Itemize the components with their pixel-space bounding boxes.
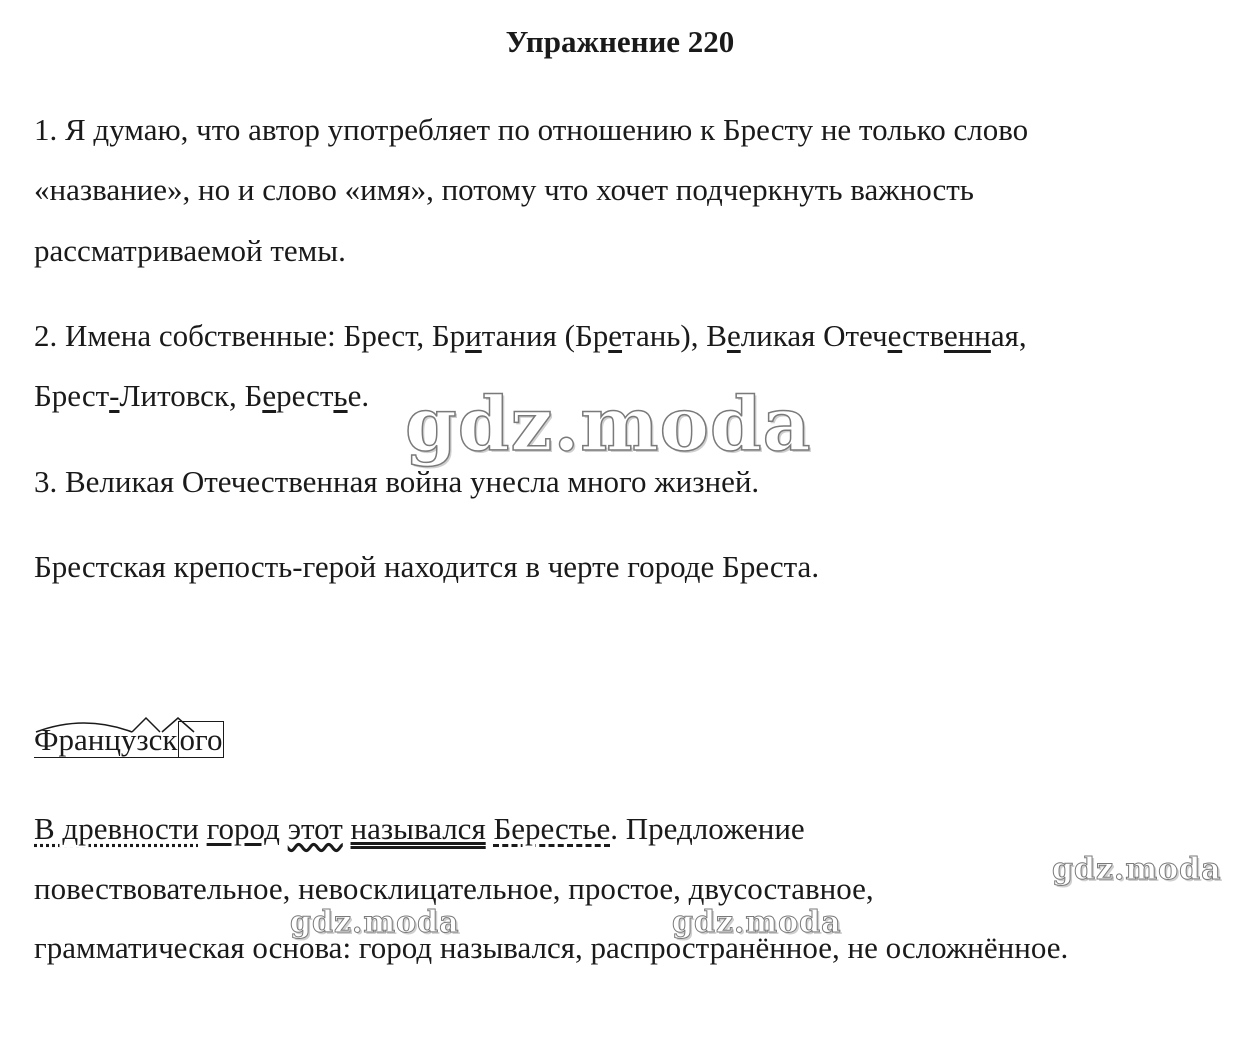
text-segment: Литовск, Б — [119, 378, 263, 413]
space — [343, 811, 351, 846]
text-segment: ая, — [990, 318, 1027, 353]
text-segment: ств — [902, 318, 944, 353]
text-segment: рест — [276, 378, 334, 413]
underlined-letter: ь — [333, 378, 348, 413]
space — [199, 811, 207, 846]
underlined-hyphen: - — [109, 378, 120, 413]
analyzed-word — [34, 722, 224, 758]
underlined-letter: и — [465, 318, 482, 353]
attribute-word: этот — [287, 811, 343, 846]
adverbial-phrase: В древности — [34, 811, 199, 846]
watermark-logo: gdz.moda — [672, 905, 842, 940]
object-word: Берестье — [493, 811, 611, 846]
watermark-logo: gdz.moda — [1052, 852, 1222, 887]
paragraph-3: 3. Великая Отечественная война унесла много жизней. — [34, 464, 760, 499]
paragraph-1-line-1: 1. Я думаю, что автор употребляет по отношению к Бресту не только слово — [34, 112, 1029, 147]
text-segment: ликая Отеч — [740, 318, 888, 353]
paragraph-5-line-3: грамматическая основа: город назывался, распространённое, не осложнённое. — [34, 930, 1069, 965]
text-segment: . Предложение — [610, 811, 805, 846]
underlined-letter: е — [726, 318, 741, 353]
watermark-logo: gdz.moda — [290, 905, 460, 940]
paragraph-1-line-2: «название», но и слово «имя», потому что хочет подчеркнуть важность — [34, 172, 974, 207]
underlined-letter: е — [608, 318, 623, 353]
paragraph-5-line-2: повествовательное, невосклицательное, простое, двусоставное, — [34, 871, 874, 906]
underlined-letter: е — [262, 378, 277, 413]
text-segment: тания (Бр — [481, 318, 609, 353]
predicate-word: назывался — [350, 811, 486, 846]
text-segment: е. — [347, 378, 370, 413]
paragraph-5-line-1 — [34, 811, 805, 847]
paragraph-1-line-3: рассматриваемой темы. — [34, 233, 346, 268]
word-stem: Французск — [34, 722, 178, 757]
word-ending: ого — [179, 722, 223, 757]
paragraph-2-line-1 — [34, 318, 1027, 354]
paragraph-2-line-2 — [34, 378, 369, 414]
watermark-logo: gdz.moda — [405, 382, 812, 468]
underlined-letter: е — [887, 318, 903, 353]
page-title: Упражнение 220 — [505, 24, 735, 59]
space — [280, 811, 288, 846]
text-segment: Брест — [34, 378, 110, 413]
paragraph-4: Брестская крепость-герой находится в черте городе Бреста. — [34, 549, 820, 584]
subject-word: город — [206, 811, 280, 846]
underlined-letters: енн — [943, 318, 991, 353]
text-segment: тань), В — [622, 318, 727, 353]
text-segment: 2. Имена собственные: Брест, Бр — [34, 318, 466, 353]
